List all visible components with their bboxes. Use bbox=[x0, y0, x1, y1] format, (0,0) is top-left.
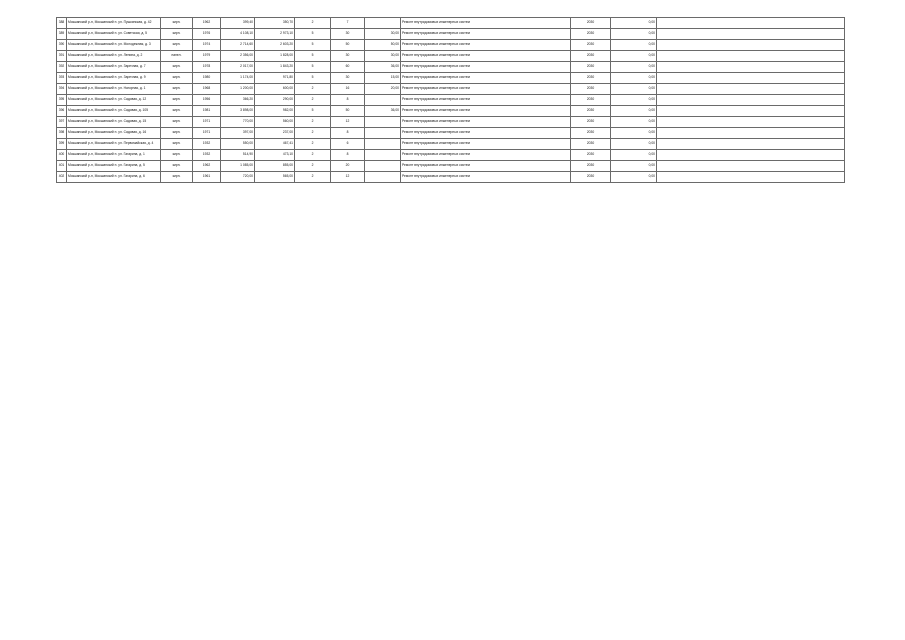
apartments-cell: 12 bbox=[331, 172, 365, 183]
build-year-cell: 1981 bbox=[193, 106, 221, 117]
address-cell: Мокшанский р-н, Мокшанский п. ул. Гагарина, д. 1 bbox=[67, 150, 161, 161]
address-cell: Мокшанский р-н, Мокшанский п. ул. Советская, д. 5 bbox=[67, 29, 161, 40]
build-year-cell: 1968 bbox=[193, 84, 221, 95]
build-year-cell: 1979 bbox=[193, 51, 221, 62]
row-number: 396 bbox=[57, 106, 67, 117]
wall-material-cell: кирп. bbox=[161, 150, 193, 161]
spacer-cell bbox=[657, 95, 845, 106]
build-year-cell: 1971 bbox=[193, 128, 221, 139]
wall-material-cell: кирп. bbox=[161, 40, 193, 51]
residents-cell: 20,00 bbox=[365, 84, 401, 95]
cost-cell: 0,00 bbox=[611, 29, 657, 40]
residents-cell: 36,00 bbox=[365, 62, 401, 73]
apartments-cell: 20 bbox=[331, 161, 365, 172]
total-area-cell: 4 108,10 bbox=[221, 29, 255, 40]
apartments-cell: 30 bbox=[331, 29, 365, 40]
residents-cell bbox=[365, 161, 401, 172]
deadline-cell: 2030 bbox=[571, 62, 611, 73]
living-area-cell: 2 973,10 bbox=[255, 29, 295, 40]
deadline-cell: 2030 bbox=[571, 95, 611, 106]
deadline-cell: 2030 bbox=[571, 106, 611, 117]
wall-material-cell: кирп. bbox=[161, 62, 193, 73]
residents-cell bbox=[365, 150, 401, 161]
total-area-cell: 720,00 bbox=[221, 172, 255, 183]
row-number: 400 bbox=[57, 150, 67, 161]
floors-cell: 2 bbox=[295, 161, 331, 172]
table-row bbox=[57, 29, 845, 40]
deadline-cell: 2030 bbox=[571, 40, 611, 51]
wall-material-cell: кирп. bbox=[161, 117, 193, 128]
works-cell: Ремонт внутридомовых инженерных систем bbox=[401, 51, 571, 62]
cost-cell: 0,00 bbox=[611, 106, 657, 117]
residents-cell: 15,00 bbox=[365, 73, 401, 84]
build-year-cell: 1971 bbox=[193, 117, 221, 128]
works-cell: Ремонт внутридомовых инженерных систем bbox=[401, 128, 571, 139]
address-cell: Мокшанский р-н, Мокшанский п. ул. Молодежная, д. 3 bbox=[67, 40, 161, 51]
row-number: 388 bbox=[57, 18, 67, 29]
row-number: 390 bbox=[57, 40, 67, 51]
works-cell: Ремонт внутридомовых инженерных систем bbox=[401, 161, 571, 172]
works-cell: Ремонт внутридомовых инженерных систем bbox=[401, 139, 571, 150]
build-year-cell: 1962 bbox=[193, 161, 221, 172]
row-number: 389 bbox=[57, 29, 67, 40]
residents-cell bbox=[365, 117, 401, 128]
works-cell: Ремонт внутридомовых инженерных систем bbox=[401, 40, 571, 51]
residents-cell: 30,00 bbox=[365, 29, 401, 40]
wall-material-cell: кирп. bbox=[161, 29, 193, 40]
apartments-cell: 12 bbox=[331, 117, 365, 128]
address-cell: Мокшанский р-н, Мокшанский п. ул. Пушкинская, д. 42 bbox=[67, 18, 161, 29]
floors-cell: 5 bbox=[295, 40, 331, 51]
floors-cell: 2 bbox=[295, 95, 331, 106]
living-area-cell: 467,41 bbox=[255, 139, 295, 150]
floors-cell: 5 bbox=[295, 73, 331, 84]
cost-cell: 0,00 bbox=[611, 84, 657, 95]
cost-cell: 0,00 bbox=[611, 161, 657, 172]
living-area-cell: 855,00 bbox=[255, 161, 295, 172]
total-area-cell: 3 898,00 bbox=[221, 106, 255, 117]
spacer-cell bbox=[657, 117, 845, 128]
build-year-cell: 1932 bbox=[193, 139, 221, 150]
deadline-cell: 2030 bbox=[571, 161, 611, 172]
row-number: 397 bbox=[57, 117, 67, 128]
build-year-cell: 1962 bbox=[193, 18, 221, 29]
total-area-cell: 514,90 bbox=[221, 150, 255, 161]
cost-cell: 0,00 bbox=[611, 73, 657, 84]
works-cell: Ремонт внутридомовых инженерных систем bbox=[401, 84, 571, 95]
spacer-cell bbox=[657, 172, 845, 183]
apartments-cell: 50 bbox=[331, 106, 365, 117]
spacer-cell bbox=[657, 51, 845, 62]
build-year-cell: 1976 bbox=[193, 29, 221, 40]
floors-cell: 2 bbox=[295, 172, 331, 183]
apartments-cell: 8 bbox=[331, 150, 365, 161]
apartments-cell: 16 bbox=[331, 84, 365, 95]
works-cell: Ремонт внутридомовых инженерных систем bbox=[401, 172, 571, 183]
deadline-cell: 2030 bbox=[571, 172, 611, 183]
table-row bbox=[57, 128, 845, 139]
address-cell: Мокшанский р-н, Мокшанский п. ул. Садовая, д. 12 bbox=[67, 95, 161, 106]
cost-cell: 0,00 bbox=[611, 18, 657, 29]
apartments-cell: 7 bbox=[331, 18, 365, 29]
cost-cell: 0,00 bbox=[611, 128, 657, 139]
living-area-cell: 473,10 bbox=[255, 150, 295, 161]
floors-cell: 5 bbox=[295, 106, 331, 117]
cost-cell: 0,00 bbox=[611, 117, 657, 128]
cost-cell: 0,00 bbox=[611, 95, 657, 106]
floors-cell: 5 bbox=[295, 62, 331, 73]
living-area-cell: 971,80 bbox=[255, 73, 295, 84]
deadline-cell: 2030 bbox=[571, 150, 611, 161]
apartments-cell: 30 bbox=[331, 51, 365, 62]
row-number: 394 bbox=[57, 84, 67, 95]
cost-cell: 0,00 bbox=[611, 62, 657, 73]
works-cell: Ремонт внутридомовых инженерных систем bbox=[401, 29, 571, 40]
row-number: 392 bbox=[57, 62, 67, 73]
table-row bbox=[57, 161, 845, 172]
floors-cell: 5 bbox=[295, 29, 331, 40]
address-cell: Мокшанский р-н, Мокшанский п. ул. Заречная, д. 9 bbox=[67, 73, 161, 84]
cost-cell: 0,00 bbox=[611, 172, 657, 183]
total-area-cell: 2 017,00 bbox=[221, 62, 255, 73]
residents-cell bbox=[365, 95, 401, 106]
wall-material-cell: панел. bbox=[161, 51, 193, 62]
address-cell: Мокшанский р-н, Мокшанский п. ул. Гагарина, д. 6 bbox=[67, 172, 161, 183]
floors-cell: 2 bbox=[295, 139, 331, 150]
works-cell: Ремонт внутридомовых инженерных систем bbox=[401, 73, 571, 84]
register-sheet bbox=[56, 17, 844, 183]
row-number: 395 bbox=[57, 95, 67, 106]
works-cell: Ремонт внутридомовых инженерных систем bbox=[401, 150, 571, 161]
row-number: 391 bbox=[57, 51, 67, 62]
deadline-cell: 2030 bbox=[571, 18, 611, 29]
table-row bbox=[57, 40, 845, 51]
address-cell: Мокшанский р-н, Мокшанский п. ул. Первомайская, д. 4 bbox=[67, 139, 161, 150]
housing-register-table bbox=[56, 17, 845, 183]
wall-material-cell: кирп. bbox=[161, 172, 193, 183]
table-row bbox=[57, 117, 845, 128]
address-cell: Мокшанский р-н, Мокшанский п. ул. Садовая, д. 105 bbox=[67, 106, 161, 117]
apartments-cell: 60 bbox=[331, 62, 365, 73]
deadline-cell: 2030 bbox=[571, 117, 611, 128]
floors-cell: 2 bbox=[295, 84, 331, 95]
row-number: 393 bbox=[57, 73, 67, 84]
wall-material-cell: кирп. bbox=[161, 161, 193, 172]
residents-cell: 50,00 bbox=[365, 40, 401, 51]
row-number: 401 bbox=[57, 161, 67, 172]
total-area-cell: 1 200,00 bbox=[221, 84, 255, 95]
table-row bbox=[57, 51, 845, 62]
apartments-cell: 30 bbox=[331, 73, 365, 84]
wall-material-cell: кирп. bbox=[161, 18, 193, 29]
spacer-cell bbox=[657, 40, 845, 51]
row-number: 399 bbox=[57, 139, 67, 150]
cost-cell: 0,00 bbox=[611, 51, 657, 62]
floors-cell: 2 bbox=[295, 18, 331, 29]
residents-cell bbox=[365, 128, 401, 139]
address-cell: Мокшанский р-н, Мокшанский п. ул. Нагорная, д. 1 bbox=[67, 84, 161, 95]
row-number: 402 bbox=[57, 172, 67, 183]
total-area-cell: 399,40 bbox=[221, 18, 255, 29]
build-year-cell: 1974 bbox=[193, 40, 221, 51]
living-area-cell: 1 843,20 bbox=[255, 62, 295, 73]
build-year-cell: 1932 bbox=[193, 150, 221, 161]
living-area-cell: 2 603,20 bbox=[255, 40, 295, 51]
residents-cell: 36,00 bbox=[365, 106, 401, 117]
works-cell: Ремонт внутридомовых инженерных систем bbox=[401, 95, 571, 106]
address-cell: Мокшанский р-н, Мокшанский п. ул. Садовая, д. 15 bbox=[67, 117, 161, 128]
deadline-cell: 2030 bbox=[571, 29, 611, 40]
table-row bbox=[57, 150, 845, 161]
spacer-cell bbox=[657, 161, 845, 172]
deadline-cell: 2030 bbox=[571, 84, 611, 95]
register-rows bbox=[57, 18, 845, 183]
works-cell: Ремонт внутридомовых инженерных систем bbox=[401, 18, 571, 29]
residents-cell bbox=[365, 139, 401, 150]
total-area-cell: 366,20 bbox=[221, 95, 255, 106]
deadline-cell: 2030 bbox=[571, 51, 611, 62]
table-row bbox=[57, 106, 845, 117]
wall-material-cell: кирп. bbox=[161, 106, 193, 117]
residents-cell bbox=[365, 18, 401, 29]
spacer-cell bbox=[657, 150, 845, 161]
living-area-cell: 600,00 bbox=[255, 84, 295, 95]
total-area-cell: 1 174,00 bbox=[221, 73, 255, 84]
wall-material-cell: кирп. bbox=[161, 73, 193, 84]
living-area-cell: 560,00 bbox=[255, 117, 295, 128]
deadline-cell: 2030 bbox=[571, 128, 611, 139]
living-area-cell: 982,00 bbox=[255, 106, 295, 117]
residents-cell: 30,00 bbox=[365, 51, 401, 62]
works-cell: Ремонт внутридомовых инженерных систем bbox=[401, 117, 571, 128]
table-row bbox=[57, 73, 845, 84]
address-cell: Мокшанский р-н, Мокшанский п. ул. Садовая, д. 16 bbox=[67, 128, 161, 139]
living-area-cell: 565,00 bbox=[255, 172, 295, 183]
living-area-cell: 237,00 bbox=[255, 128, 295, 139]
row-number: 398 bbox=[57, 128, 67, 139]
build-year-cell: 1956 bbox=[193, 95, 221, 106]
wall-material-cell: кирп. bbox=[161, 139, 193, 150]
total-area-cell: 2 356,00 bbox=[221, 51, 255, 62]
works-cell: Ремонт внутридомовых инженерных систем bbox=[401, 106, 571, 117]
wall-material-cell: кирп. bbox=[161, 84, 193, 95]
floors-cell: 2 bbox=[295, 128, 331, 139]
total-area-cell: 550,00 bbox=[221, 139, 255, 150]
spacer-cell bbox=[657, 106, 845, 117]
build-year-cell: 1961 bbox=[193, 172, 221, 183]
table-row bbox=[57, 84, 845, 95]
table-row bbox=[57, 62, 845, 73]
works-cell: Ремонт внутридомовых инженерных систем bbox=[401, 62, 571, 73]
spacer-cell bbox=[657, 29, 845, 40]
spacer-cell bbox=[657, 73, 845, 84]
table-row bbox=[57, 172, 845, 183]
address-cell: Мокшанский р-н, Мокшанский п. ул. Ленина, д. 2 bbox=[67, 51, 161, 62]
build-year-cell: 1978 bbox=[193, 62, 221, 73]
apartments-cell: 50 bbox=[331, 40, 365, 51]
spacer-cell bbox=[657, 18, 845, 29]
apartments-cell: 8 bbox=[331, 128, 365, 139]
residents-cell bbox=[365, 172, 401, 183]
wall-material-cell: кирп. bbox=[161, 95, 193, 106]
total-area-cell: 397,00 bbox=[221, 128, 255, 139]
apartments-cell: 8 bbox=[331, 95, 365, 106]
living-area-cell: 1 828,00 bbox=[255, 51, 295, 62]
spacer-cell bbox=[657, 139, 845, 150]
total-area-cell: 1 085,00 bbox=[221, 161, 255, 172]
floors-cell: 5 bbox=[295, 51, 331, 62]
spacer-cell bbox=[657, 62, 845, 73]
apartments-cell: 6 bbox=[331, 139, 365, 150]
spacer-cell bbox=[657, 128, 845, 139]
total-area-cell: 770,00 bbox=[221, 117, 255, 128]
deadline-cell: 2030 bbox=[571, 139, 611, 150]
table-row bbox=[57, 18, 845, 29]
cost-cell: 0,00 bbox=[611, 150, 657, 161]
living-area-cell: 350,70 bbox=[255, 18, 295, 29]
address-cell: Мокшанский р-н, Мокшанский п. ул. Гагарина, д. 5 bbox=[67, 161, 161, 172]
deadline-cell: 2030 bbox=[571, 73, 611, 84]
table-row bbox=[57, 95, 845, 106]
floors-cell: 2 bbox=[295, 150, 331, 161]
floors-cell: 2 bbox=[295, 117, 331, 128]
living-area-cell: 290,00 bbox=[255, 95, 295, 106]
table-row bbox=[57, 139, 845, 150]
total-area-cell: 2 714,60 bbox=[221, 40, 255, 51]
cost-cell: 0,00 bbox=[611, 139, 657, 150]
cost-cell: 0,00 bbox=[611, 40, 657, 51]
wall-material-cell: кирп. bbox=[161, 128, 193, 139]
address-cell: Мокшанский р-н, Мокшанский п. ул. Заречная, д. 7 bbox=[67, 62, 161, 73]
spacer-cell bbox=[657, 84, 845, 95]
build-year-cell: 1980 bbox=[193, 73, 221, 84]
